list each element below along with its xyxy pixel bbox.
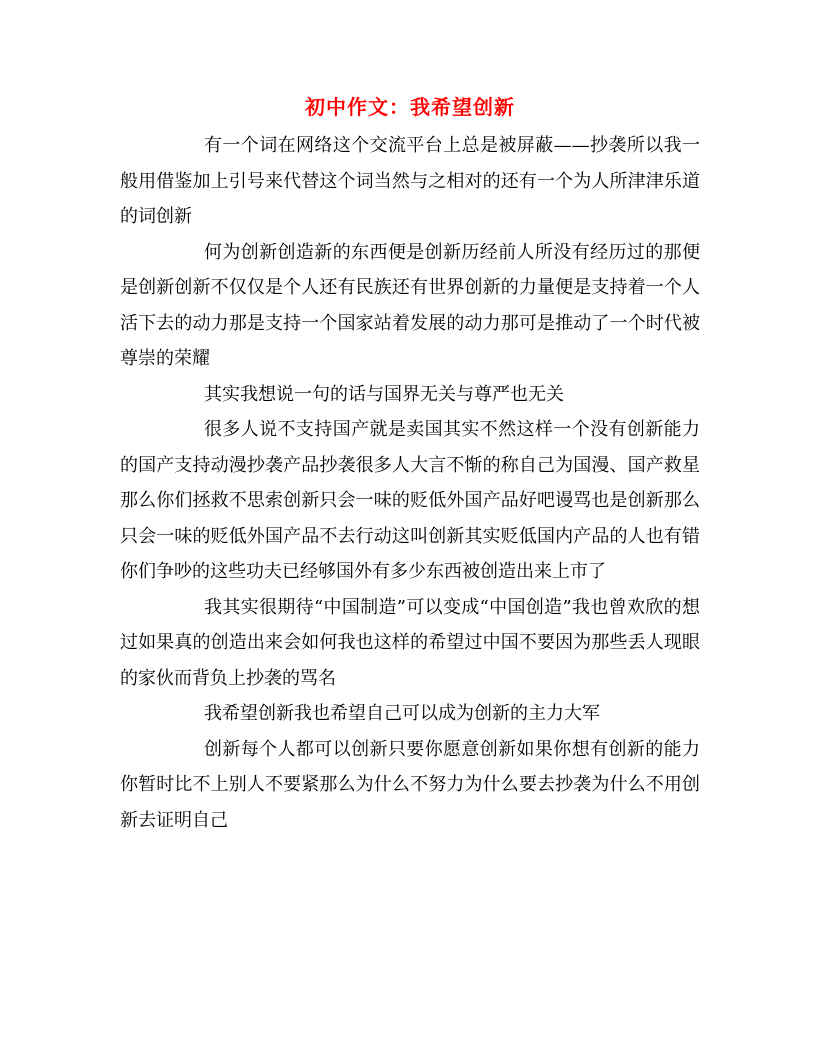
paragraph: 何为创新创造新的东西便是创新历经前人所没有经历过的那便是创新创新不仅仅是个人还有民族还有世界创新的力量便是支持着一个人活下去的动力那是支持一个国家站着发展的动力那可是推动了一个时代被尊崇的荣耀 bbox=[120, 241, 700, 369]
document-title: 初中作文：我希望创新 bbox=[305, 95, 515, 119]
paragraph: 其实我想说一句的话与国界无关与尊严也无关 bbox=[204, 383, 564, 405]
paragraph: 我其实很期待“中国制造”可以变成“中国创造”我也曾欢欣的想过如果真的创造出来会如何我也这样的希望过中国不要因为那些丢人现眼的家伙而背负上抄袭的骂名 bbox=[120, 596, 700, 689]
paragraph: 有一个词在网络这个交流平台上总是被屏蔽——抄袭所以我一般用借鉴加上引号来代替这个词当然与之相对的还有一个为人所津津乐道的词创新 bbox=[120, 135, 700, 227]
paragraph: 创新每个人都可以创新只要你愿意创新如果你想有创新的能力你暂时比不上别人不要紧那么为什么不努力为什么要去抄袭为什么不用创新去证明自己 bbox=[120, 738, 700, 831]
paragraph: 我希望创新我也希望自己可以成为创新的主力大军 bbox=[204, 703, 600, 724]
paragraph: 很多人说不支持国产就是卖国其实不然这样一个没有创新能力的国产支持动漫抄袭产品抄袭很多人大言不惭的称自己为国漫、国产救星那么你们拯救不思索创新只会一味的贬低外国产品好吧谩骂也是创新那么只会一味的贬低外国产品不去行动这叫创新其实贬低国内产品的人也有错你们争吵的这些功夫已经够国外有多少东西被创造出来上市了 bbox=[120, 419, 700, 582]
